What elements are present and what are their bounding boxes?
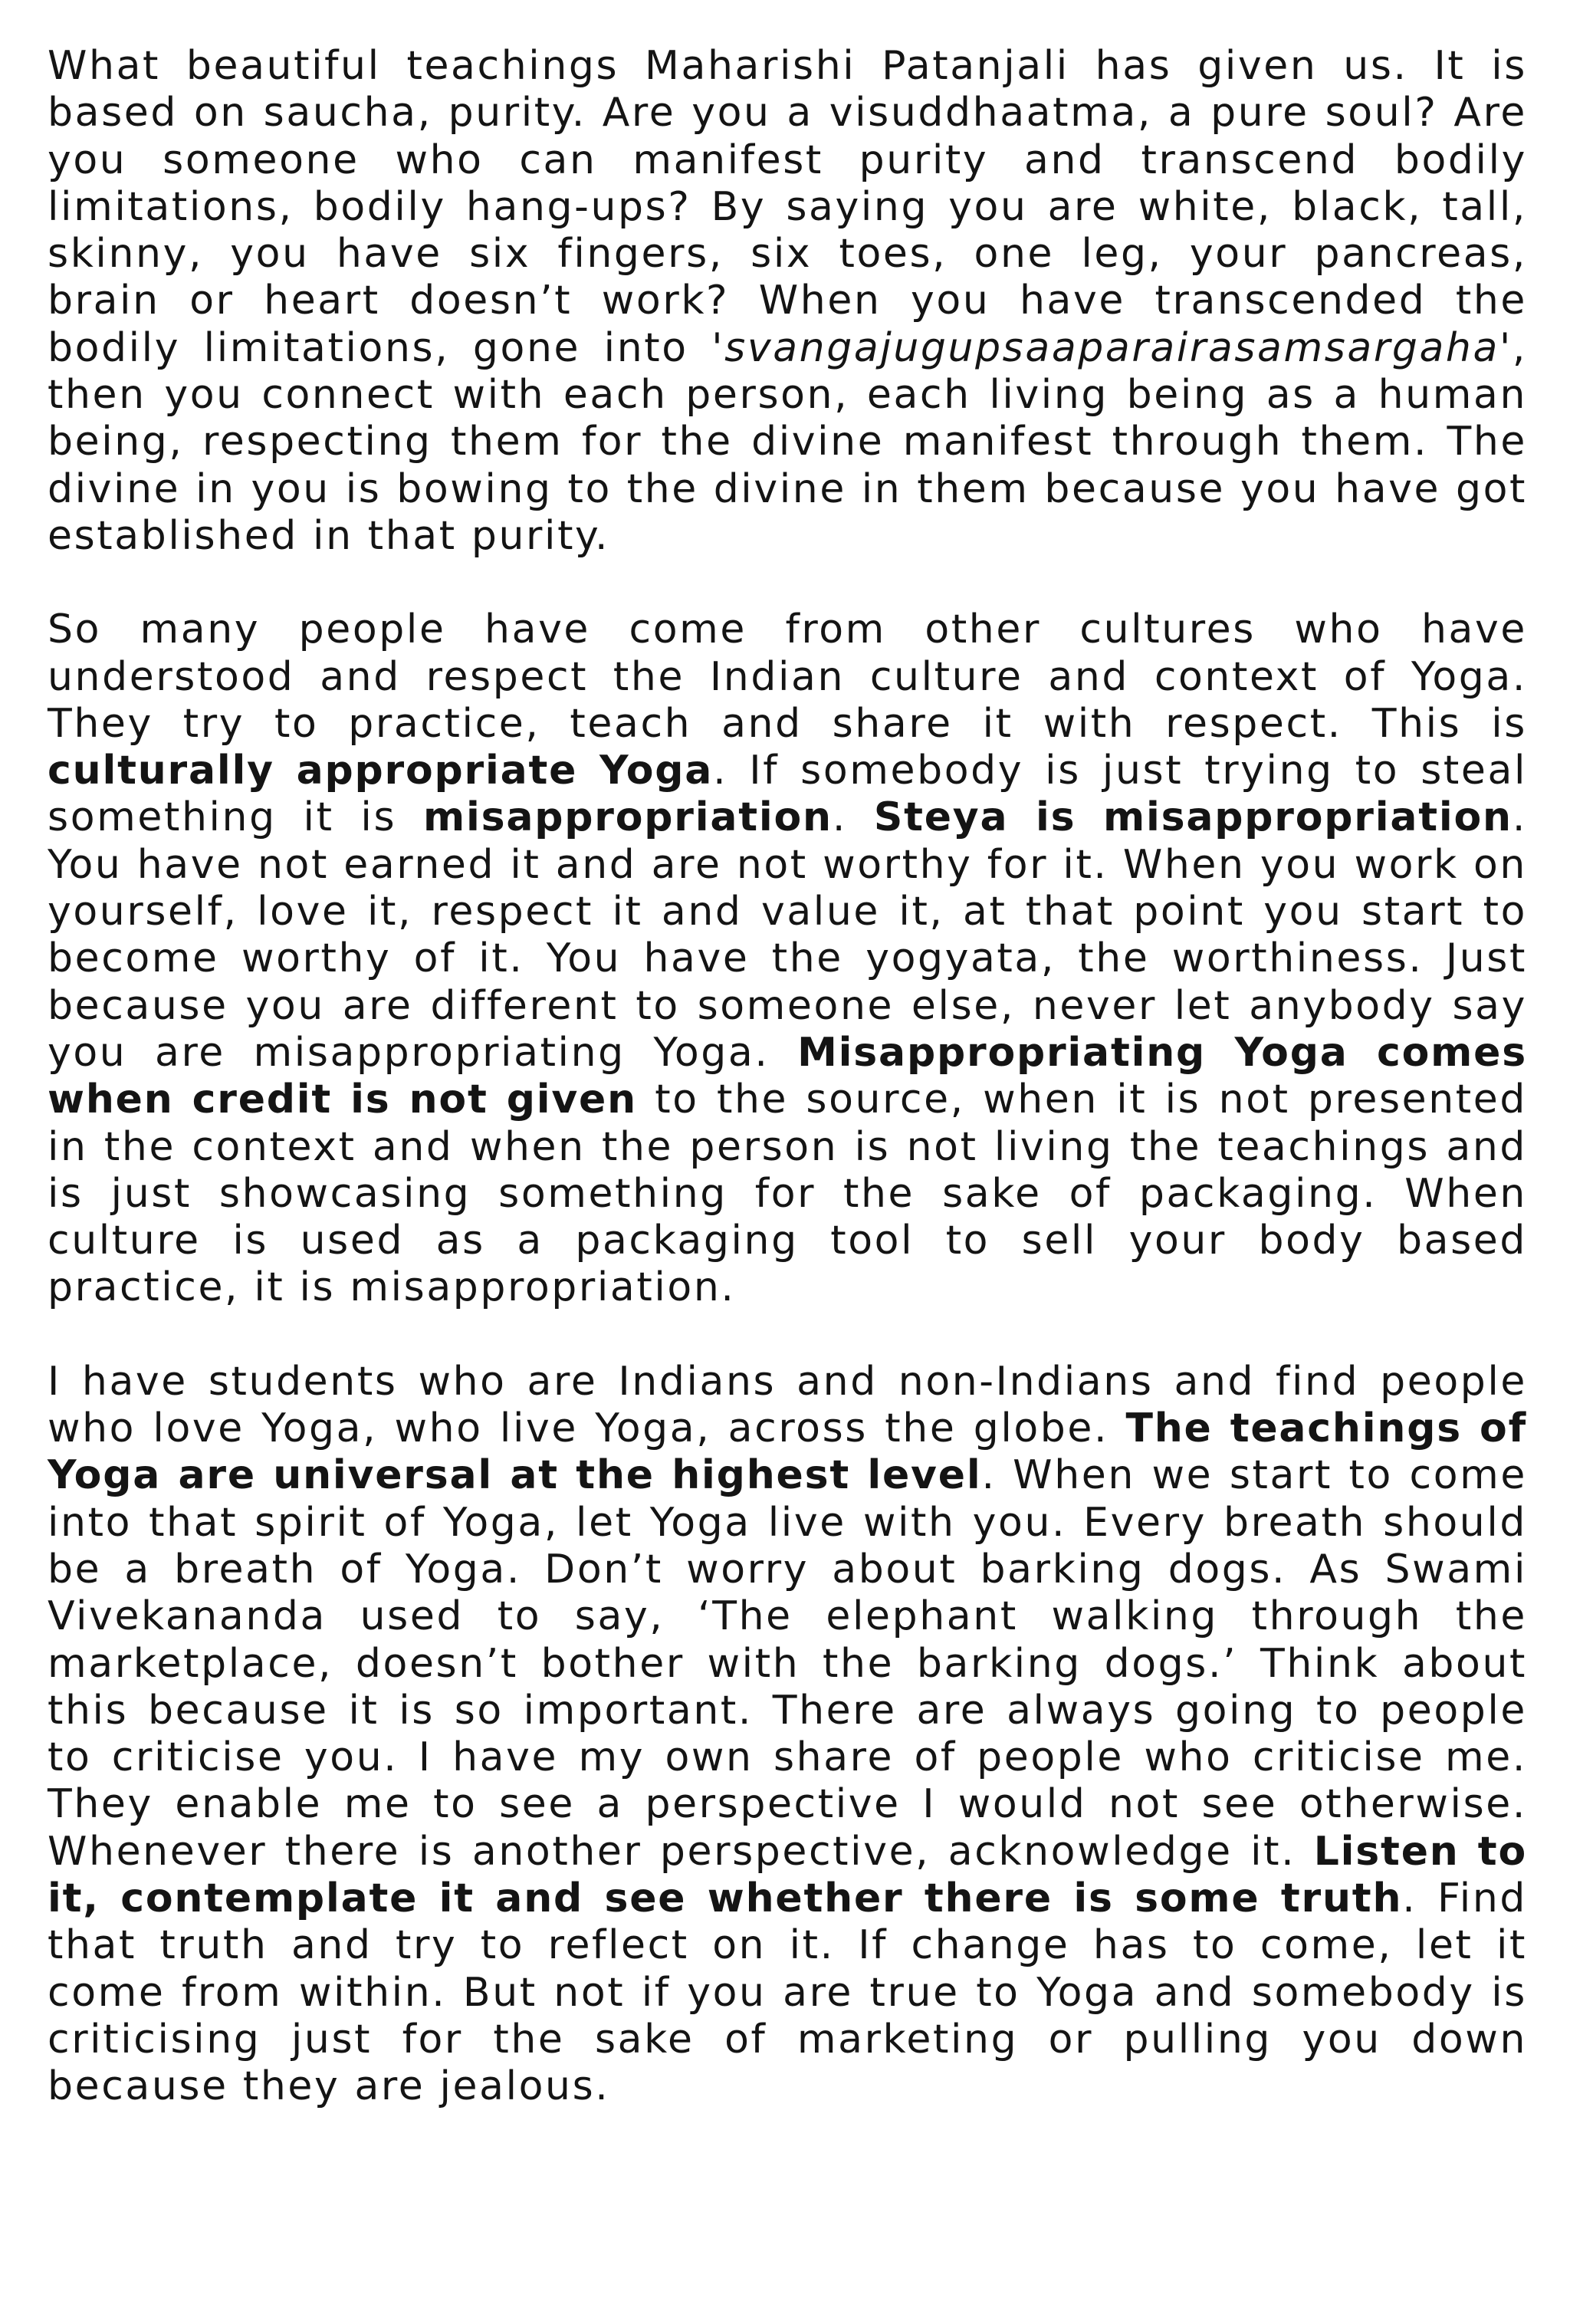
paragraph-purity <box>48 43 1527 560</box>
emphasis-text: culturally appropriate Yoga <box>48 748 714 794</box>
emphasis-text: Listen to it, contemplate it and see whether there is some truth <box>48 1828 1527 1921</box>
emphasis-text: Steya is misappropriation <box>873 794 1513 841</box>
sanskrit-term: 'svangajugupsaaparairasamsargaha' <box>711 324 1513 371</box>
text-segment: . You have not earned it and are not worthy for it. When you work on yourself, love it, respect it and value it, at that point you start to become worthy of it. You have the yogyata, the worthiness. Just because you are different to someone else, never let anybody say you are misappropriating Yoga. <box>48 794 1527 1076</box>
emphasis-text: Misappropriating Yoga comes when credit is not given <box>48 1029 1527 1123</box>
text-segment: So many people have come from other cultures who have understood and respect the Indian culture and context of Yoga. They try to practice, teach and share it with respect. This is <box>48 606 1527 747</box>
text-segment: to the source, when it is not presented in the context and when the person is not living the teachings and is just showcasing something for the sake of packaging. When culture is used as a packaging tool to sell your body based practice, it is misappropriation. <box>48 1077 1527 1311</box>
text-segment: . If somebody is just trying to steal something it is <box>48 748 1527 841</box>
text-segment: What beautiful teachings Maharishi Patanjali has given us. It is based on saucha, purity. Are you a visuddhaatma, a pure soul? Are you someone who can manifest purity and transcend bodily limitations, bodily hang-ups? By saying you are white, black, tall, skinny, you have six fingers, six toes, one leg, your pancreas, brain or heart doesn’t work? When you have transcended the bodily limitations, gone into <box>48 43 1527 371</box>
paragraph-universal <box>48 1359 1527 2111</box>
paragraph-appropriation <box>48 606 1527 1311</box>
emphasis-text: misappropriation <box>422 794 833 841</box>
text-segment: . <box>832 794 874 841</box>
text-segment: I have students who are Indians and non-Indians and find people who love Yoga, who live Yoga, across the globe. <box>48 1358 1527 1452</box>
text-segment: , then you connect with each person, each living being as a human being, respecting them for the divine manifest through them. The divine in you is bowing to the divine in them because you have got established in that purity. <box>48 324 1527 559</box>
text-segment: . Find that truth and try to reflect on it. If change has to come, let it come from within. But not if you are true to Yoga and somebody is criticising just for the sake of marketing or pulling you down because they are jealous. <box>48 1875 1527 2110</box>
emphasis-text: The teachings of Yoga are universal at the highest level <box>48 1405 1527 1499</box>
document-page <box>48 43 1527 2110</box>
text-segment: . When we start to come into that spirit of Yoga, let Yoga live with you. Every breath should be a breath of Yoga. Don’t worry about barking dogs. As Swami Vivekananda used to say, ‘The elephant walking through the marketplace, doesn’t bother with the barking dogs.’ Think about this because it is so important. There are always going to people to criticise you. I have my own share of people who criticise me. They enable me to see a perspective I would not see otherwise. Whenever there is another perspective, acknowledge it. <box>48 1452 1527 1875</box>
